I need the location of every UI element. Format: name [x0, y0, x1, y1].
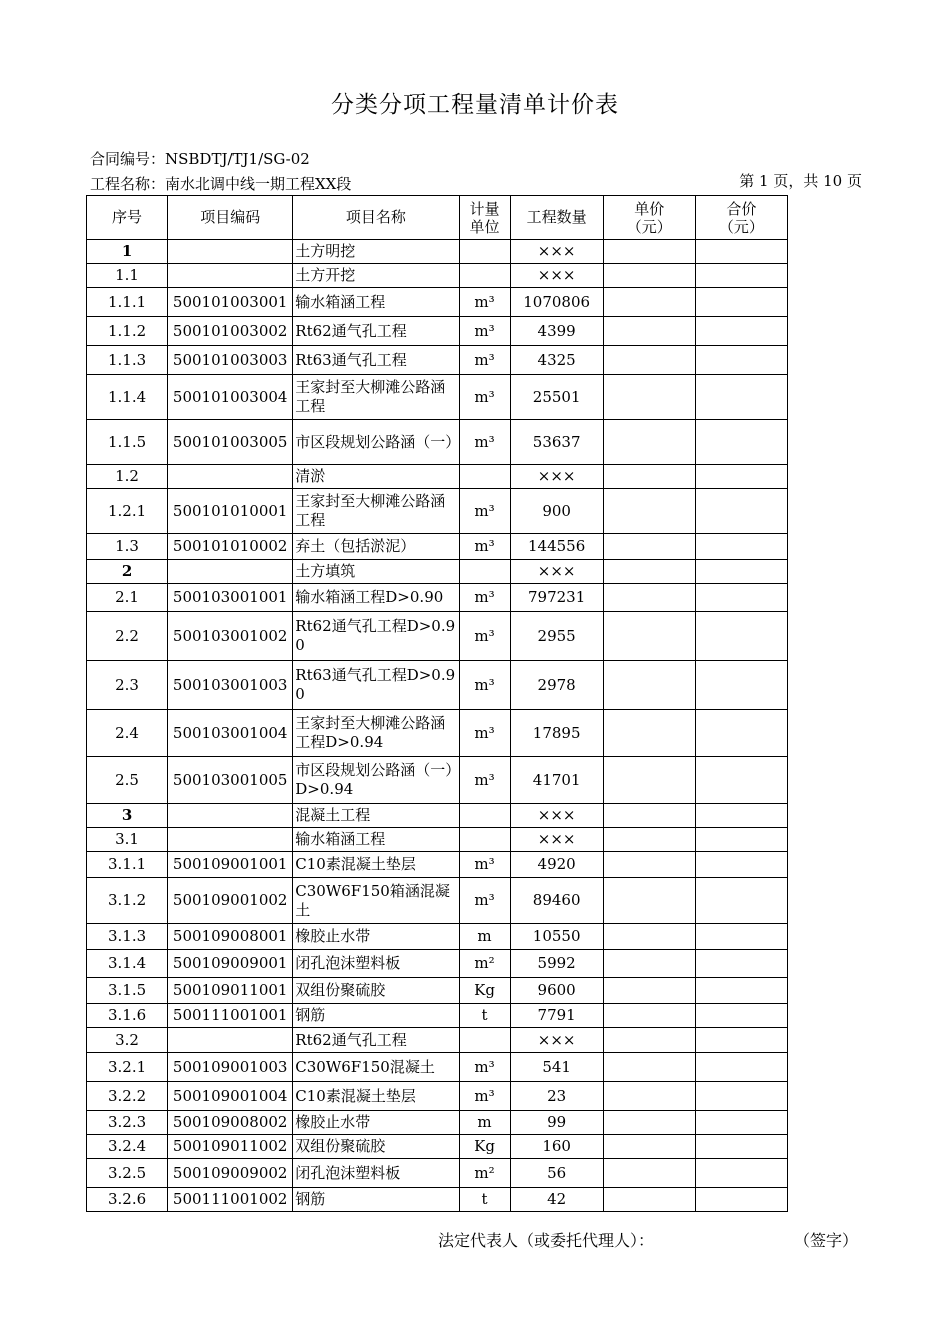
- row-unit: m³: [459, 317, 510, 346]
- row-unit: m³: [459, 710, 510, 757]
- row-unit-price: [603, 852, 695, 878]
- row-seq: 3.2.3: [87, 1111, 168, 1135]
- row-unit-price: [603, 375, 695, 420]
- col-code-header: 项目编码: [168, 196, 293, 240]
- row-total-price: [695, 584, 787, 612]
- row-qty: 4920: [510, 852, 603, 878]
- row-seq: 1.3: [87, 534, 168, 560]
- document-title: 分类分项工程量清单计价表: [331, 92, 619, 118]
- row-unit: [459, 465, 510, 489]
- row-unit-price: [603, 1004, 695, 1028]
- row-seq: 1: [87, 240, 168, 264]
- col-qty-header: 工程数量: [510, 196, 603, 240]
- table-row: [87, 1135, 788, 1159]
- row-name: Rt62通气孔工程D>0.90: [293, 612, 459, 661]
- row-unit: m: [459, 1111, 510, 1135]
- row-name: 橡胶止水带: [293, 1111, 459, 1135]
- row-name: Rt63通气孔工程: [293, 346, 459, 375]
- col-total-price-header: 合价 （元）: [695, 196, 787, 240]
- row-total-price: [695, 950, 787, 978]
- row-unit: m³: [459, 612, 510, 661]
- row-seq: 2.1: [87, 584, 168, 612]
- row-code: 500101010002: [168, 534, 293, 560]
- table-row: [87, 978, 788, 1004]
- row-name: 输水箱涵工程: [293, 288, 459, 317]
- row-unit-price: [603, 1159, 695, 1188]
- row-code: [168, 465, 293, 489]
- row-unit-price: [603, 264, 695, 288]
- row-qty: ×××: [510, 560, 603, 584]
- row-total-price: [695, 1028, 787, 1053]
- row-seq: 1.1: [87, 264, 168, 288]
- row-total-price: [695, 924, 787, 950]
- row-seq: 1.1.2: [87, 317, 168, 346]
- row-code: [168, 828, 293, 852]
- row-total-price: [695, 560, 787, 584]
- row-code: 500103001004: [168, 710, 293, 757]
- row-seq: 1.1.5: [87, 420, 168, 465]
- row-qty: 10550: [510, 924, 603, 950]
- row-unit-price: [603, 710, 695, 757]
- row-seq: 1.1.1: [87, 288, 168, 317]
- table-row: [87, 1188, 788, 1212]
- row-code: 500101003003: [168, 346, 293, 375]
- table-row: [87, 804, 788, 828]
- row-name: 输水箱涵工程: [293, 828, 459, 852]
- row-seq: 2.4: [87, 710, 168, 757]
- page-indicator: 第 1 页，共 10 页: [739, 172, 862, 190]
- row-total-price: [695, 489, 787, 534]
- row-name: 市区段规划公路涵（一）D>0.94: [293, 757, 459, 804]
- table-row: [87, 1082, 788, 1111]
- row-unit-price: [603, 1028, 695, 1053]
- row-qty: ×××: [510, 240, 603, 264]
- row-total-price: [695, 1004, 787, 1028]
- row-code: 500109001004: [168, 1082, 293, 1111]
- row-qty: ×××: [510, 804, 603, 828]
- row-qty: 144556: [510, 534, 603, 560]
- row-code: 500101003001: [168, 288, 293, 317]
- row-unit-price: [603, 1111, 695, 1135]
- table-row: [87, 375, 788, 420]
- row-qty: 25501: [510, 375, 603, 420]
- row-qty: ×××: [510, 1028, 603, 1053]
- row-qty: 5992: [510, 950, 603, 978]
- row-code: 500109009001: [168, 950, 293, 978]
- col-seq-header: 序号: [87, 196, 168, 240]
- row-qty: 89460: [510, 878, 603, 924]
- row-qty: 900: [510, 489, 603, 534]
- row-qty: 541: [510, 1053, 603, 1082]
- row-name: 清淤: [293, 465, 459, 489]
- row-unit: m³: [459, 288, 510, 317]
- row-unit-price: [603, 1053, 695, 1082]
- row-qty: 4399: [510, 317, 603, 346]
- contract-number: 合同编号：NSBDTJ/TJ1/SG-02: [90, 150, 310, 168]
- row-unit: m²: [459, 950, 510, 978]
- row-qty: 2955: [510, 612, 603, 661]
- row-unit: Kg: [459, 1135, 510, 1159]
- row-seq: 3.1.6: [87, 1004, 168, 1028]
- row-code: [168, 560, 293, 584]
- row-total-price: [695, 1082, 787, 1111]
- row-unit-price: [603, 878, 695, 924]
- row-unit: m³: [459, 346, 510, 375]
- row-total-price: [695, 1188, 787, 1212]
- table-row: [87, 950, 788, 978]
- row-name: Rt62通气孔工程: [293, 317, 459, 346]
- row-unit-price: [603, 288, 695, 317]
- table-row: [87, 465, 788, 489]
- table-row: [87, 346, 788, 375]
- signature-note: （签字）: [793, 1231, 858, 1250]
- row-qty: 9600: [510, 978, 603, 1004]
- row-unit-price: [603, 1135, 695, 1159]
- row-code: [168, 240, 293, 264]
- row-unit: m³: [459, 1082, 510, 1111]
- row-qty: ×××: [510, 828, 603, 852]
- col-unit-price-header: 单价 （元）: [603, 196, 695, 240]
- row-unit-price: [603, 1082, 695, 1111]
- row-code: 500109008002: [168, 1111, 293, 1135]
- row-qty: ×××: [510, 264, 603, 288]
- row-unit: m³: [459, 852, 510, 878]
- signatory-label: 法定代表人（或委托代理人）：: [438, 1231, 655, 1250]
- row-unit: [459, 240, 510, 264]
- row-name: 混凝土工程: [293, 804, 459, 828]
- row-seq: 1.2: [87, 465, 168, 489]
- row-code: 500101010001: [168, 489, 293, 534]
- row-seq: 3.2.6: [87, 1188, 168, 1212]
- row-unit-price: [603, 346, 695, 375]
- row-code: 500101003002: [168, 317, 293, 346]
- row-qty: 4325: [510, 346, 603, 375]
- row-name: 土方明挖: [293, 240, 459, 264]
- row-name: 土方开挖: [293, 264, 459, 288]
- row-code: 500109009002: [168, 1159, 293, 1188]
- row-unit-price: [603, 584, 695, 612]
- row-total-price: [695, 661, 787, 710]
- row-unit-price: [603, 1188, 695, 1212]
- row-seq: 3.1: [87, 828, 168, 852]
- table-row: [87, 1111, 788, 1135]
- row-name: 钢筋: [293, 1004, 459, 1028]
- table-row: [87, 240, 788, 264]
- row-seq: 2.2: [87, 612, 168, 661]
- row-seq: 3.1.2: [87, 878, 168, 924]
- row-code: [168, 1028, 293, 1053]
- row-unit-price: [603, 757, 695, 804]
- row-unit-price: [603, 804, 695, 828]
- table-row: [87, 828, 788, 852]
- row-unit-price: [603, 534, 695, 560]
- row-qty: 797231: [510, 584, 603, 612]
- row-code: 500103001003: [168, 661, 293, 710]
- row-seq: 3.2.5: [87, 1159, 168, 1188]
- row-name: Rt62通气孔工程: [293, 1028, 459, 1053]
- table-row: [87, 317, 788, 346]
- row-unit: m: [459, 924, 510, 950]
- row-total-price: [695, 878, 787, 924]
- row-qty: 23: [510, 1082, 603, 1111]
- row-code: 500111001002: [168, 1188, 293, 1212]
- header-row: [87, 196, 788, 240]
- row-code: 500103001001: [168, 584, 293, 612]
- row-name: 橡胶止水带: [293, 924, 459, 950]
- row-qty: ×××: [510, 465, 603, 489]
- row-unit-price: [603, 612, 695, 661]
- row-total-price: [695, 1159, 787, 1188]
- row-code: 500101003005: [168, 420, 293, 465]
- table-row: [87, 757, 788, 804]
- row-name: 闭孔泡沫塑料板: [293, 950, 459, 978]
- row-total-price: [695, 288, 787, 317]
- row-unit-price: [603, 661, 695, 710]
- row-total-price: [695, 828, 787, 852]
- table-row: [87, 264, 788, 288]
- row-unit: t: [459, 1004, 510, 1028]
- table-row: [87, 1004, 788, 1028]
- row-code: 500101003004: [168, 375, 293, 420]
- row-name: C30W6F150混凝土: [293, 1053, 459, 1082]
- row-name: Rt63通气孔工程D>0.90: [293, 661, 459, 710]
- row-unit-price: [603, 560, 695, 584]
- table-row: [87, 1053, 788, 1082]
- row-qty: 17895: [510, 710, 603, 757]
- row-name: 双组份聚硫胶: [293, 1135, 459, 1159]
- row-unit: [459, 828, 510, 852]
- row-total-price: [695, 346, 787, 375]
- row-seq: 3.2.2: [87, 1082, 168, 1111]
- row-unit: [459, 804, 510, 828]
- table-row: [87, 584, 788, 612]
- row-total-price: [695, 757, 787, 804]
- row-name: 双组份聚硫胶: [293, 978, 459, 1004]
- row-unit-price: [603, 950, 695, 978]
- row-name: C10素混凝土垫层: [293, 1082, 459, 1111]
- row-unit-price: [603, 317, 695, 346]
- row-unit: m³: [459, 1053, 510, 1082]
- table-row: [87, 878, 788, 924]
- row-name: C30W6F150箱涵混凝土: [293, 878, 459, 924]
- row-qty: 99: [510, 1111, 603, 1135]
- row-unit-price: [603, 420, 695, 465]
- row-name: 弃土（包括淤泥）: [293, 534, 459, 560]
- row-total-price: [695, 612, 787, 661]
- row-unit: Kg: [459, 978, 510, 1004]
- row-seq: 3.2: [87, 1028, 168, 1053]
- row-total-price: [695, 317, 787, 346]
- row-unit: m³: [459, 757, 510, 804]
- row-unit: m³: [459, 420, 510, 465]
- table-row: [87, 420, 788, 465]
- row-seq: 3.1.4: [87, 950, 168, 978]
- row-name: 王家封至大柳滩公路涵工程: [293, 375, 459, 420]
- project-name: 工程名称：南水北调中线一期工程XX段: [90, 175, 352, 193]
- row-qty: 41701: [510, 757, 603, 804]
- row-name: 土方填筑: [293, 560, 459, 584]
- row-unit-price: [603, 489, 695, 534]
- row-code: 500109011001: [168, 978, 293, 1004]
- row-total-price: [695, 852, 787, 878]
- row-total-price: [695, 264, 787, 288]
- row-seq: 2.5: [87, 757, 168, 804]
- row-unit: [459, 560, 510, 584]
- table-row: [87, 852, 788, 878]
- row-unit-price: [603, 465, 695, 489]
- table-row: [87, 534, 788, 560]
- row-seq: 3.1.1: [87, 852, 168, 878]
- row-qty: 42: [510, 1188, 603, 1212]
- row-name: 市区段规划公路涵（一）: [293, 420, 459, 465]
- row-name: 王家封至大柳滩公路涵工程D>0.94: [293, 710, 459, 757]
- row-qty: 7791: [510, 1004, 603, 1028]
- row-name: C10素混凝土垫层: [293, 852, 459, 878]
- row-qty: 53637: [510, 420, 603, 465]
- row-unit: m³: [459, 375, 510, 420]
- row-code: 500111001001: [168, 1004, 293, 1028]
- row-code: 500109008001: [168, 924, 293, 950]
- row-unit: t: [459, 1188, 510, 1212]
- row-unit-price: [603, 924, 695, 950]
- row-total-price: [695, 375, 787, 420]
- table-row: [87, 661, 788, 710]
- row-unit-price: [603, 978, 695, 1004]
- row-total-price: [695, 804, 787, 828]
- row-qty: 2978: [510, 661, 603, 710]
- row-code: 500109001002: [168, 878, 293, 924]
- row-seq: 1.2.1: [87, 489, 168, 534]
- row-total-price: [695, 240, 787, 264]
- row-name: 钢筋: [293, 1188, 459, 1212]
- table-row: [87, 612, 788, 661]
- row-total-price: [695, 465, 787, 489]
- row-unit: [459, 1028, 510, 1053]
- row-seq: 3.2.1: [87, 1053, 168, 1082]
- row-total-price: [695, 1053, 787, 1082]
- row-total-price: [695, 420, 787, 465]
- table-row: [87, 1159, 788, 1188]
- row-unit-price: [603, 828, 695, 852]
- row-unit: m²: [459, 1159, 510, 1188]
- pricing-table: [86, 195, 788, 1212]
- row-seq: 2: [87, 560, 168, 584]
- row-unit: m³: [459, 489, 510, 534]
- col-unit-header: 计量 单位: [459, 196, 510, 240]
- table-row: [87, 924, 788, 950]
- row-seq: 3.1.3: [87, 924, 168, 950]
- row-unit: m³: [459, 661, 510, 710]
- row-total-price: [695, 978, 787, 1004]
- row-name: 王家封至大柳滩公路涵工程: [293, 489, 459, 534]
- row-seq: 2.3: [87, 661, 168, 710]
- table-row: [87, 710, 788, 757]
- row-seq: 1.1.4: [87, 375, 168, 420]
- row-total-price: [695, 710, 787, 757]
- row-code: [168, 804, 293, 828]
- row-seq: 3: [87, 804, 168, 828]
- row-unit: [459, 264, 510, 288]
- row-qty: 160: [510, 1135, 603, 1159]
- row-seq: 3.1.5: [87, 978, 168, 1004]
- row-code: 500109001001: [168, 852, 293, 878]
- row-qty: 1070806: [510, 288, 603, 317]
- col-name-header: 项目名称: [293, 196, 459, 240]
- row-seq: 1.1.3: [87, 346, 168, 375]
- table-row: [87, 1028, 788, 1053]
- row-unit: m³: [459, 534, 510, 560]
- row-name: 输水箱涵工程D>0.90: [293, 584, 459, 612]
- row-unit: m³: [459, 878, 510, 924]
- row-unit-price: [603, 240, 695, 264]
- row-unit: m³: [459, 584, 510, 612]
- row-total-price: [695, 1111, 787, 1135]
- row-code: 500103001002: [168, 612, 293, 661]
- row-qty: 56: [510, 1159, 603, 1188]
- row-total-price: [695, 1135, 787, 1159]
- table-row: [87, 560, 788, 584]
- row-seq: 3.2.4: [87, 1135, 168, 1159]
- table-row: [87, 489, 788, 534]
- row-code: 500109001003: [168, 1053, 293, 1082]
- row-name: 闭孔泡沫塑料板: [293, 1159, 459, 1188]
- table-row: [87, 288, 788, 317]
- row-total-price: [695, 534, 787, 560]
- row-code: 500109011002: [168, 1135, 293, 1159]
- row-code: [168, 264, 293, 288]
- row-code: 500103001005: [168, 757, 293, 804]
